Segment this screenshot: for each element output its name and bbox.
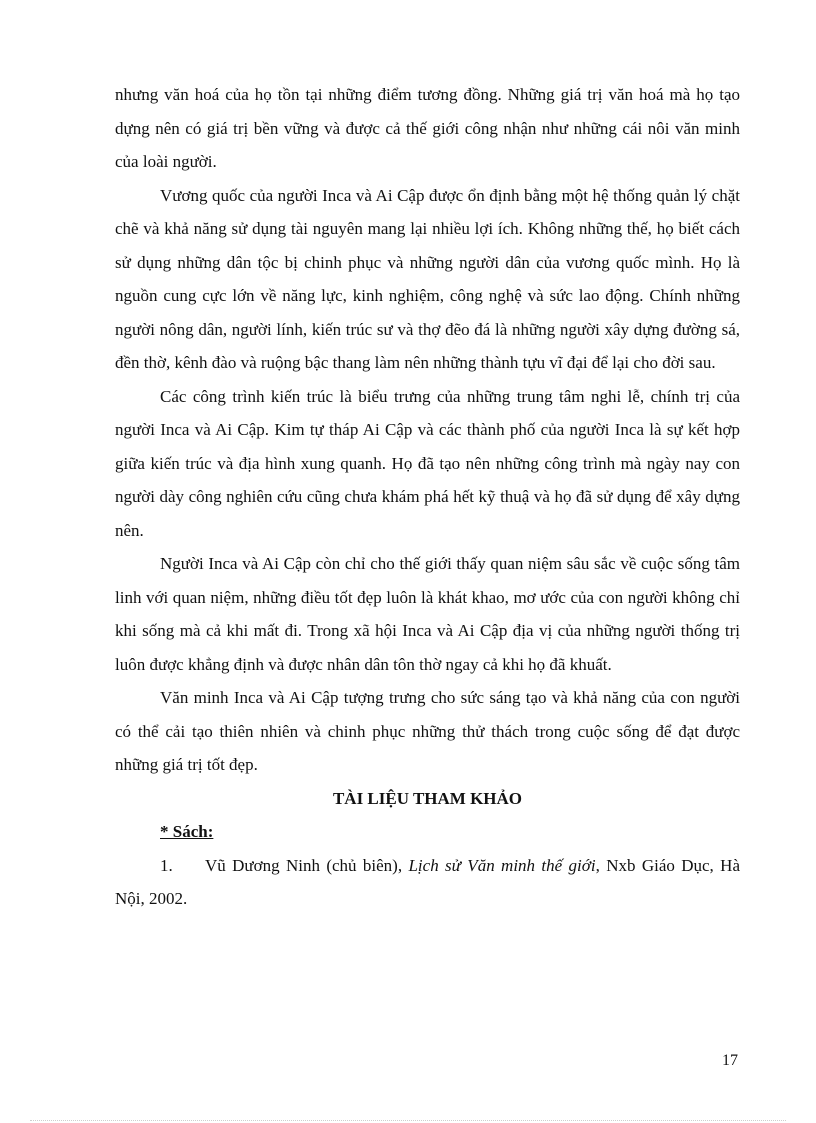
paragraph-continuation: nhưng văn hoá của họ tồn tại những điểm tương đồng. Những giá trị văn hoá mà họ tạo dựng nên có giá trị bền vững và được cả thế giới công nhận như những cái nôi văn minh của loài người. — [115, 85, 740, 171]
paragraph-spiritual-life: Người Inca và Ai Cập còn chỉ cho thế giới thấy quan niệm sâu sắc về cuộc sống tâm linh với quan niệm, những điều tốt đẹp luôn là khát khao, mơ ước của con người không chỉ khi sống mà cả khi mất đi. Trong xã hội Inca và Ai Cập địa vị của những người thống trị luôn được khẳng định và được nhân dân tôn thờ ngay cả khi họ đã khuất. — [115, 554, 740, 674]
paragraph-management: Vương quốc của người Inca và Ai Cập được ổn định bằng một hệ thống quản lý chặt chẽ và khả năng sử dụng tài nguyên mang lại nhiều lợi ích. Không những thế, họ biết cách sử dụng những dân tộc bị chinh phục và những người dân của vương quốc mình. Họ là nguồn cung cực lớn về năng lực, kinh nghiệm, công nghệ và sức lao động. Chính những người nông dân, người lính, kiến trúc sư và thợ đẽo đá là những người xây dựng đường sá, đền thờ, kênh đào và ruộng bậc thang làm nên những thành tựu vĩ đại để lại cho đời sau. — [115, 185, 740, 372]
references-heading: TÀI LIỆU THAM KHẢO — [332, 788, 523, 808]
reference-number: 1. — [160, 855, 173, 875]
reference-publication: , Nxb Giáo Dục, Hà Nội, 2002. — [115, 855, 740, 908]
reference-title: Lịch sử Văn minh thế giới — [408, 855, 596, 875]
reference-author: Vũ Dương Ninh (chủ biên), — [205, 855, 409, 875]
references-subheading-row — [115, 815, 740, 849]
footer-divider — [30, 1120, 786, 1121]
page-number: 17 — [722, 1052, 738, 1069]
references-subheading: * Sách: — [160, 822, 214, 841]
paragraph-architecture: Các công trình kiến trúc là biểu trưng của những trung tâm nghi lễ, chính trị của người Inca và Ai Cập. Kim tự tháp Ai Cập và các thành phố của người Inca là sự kết hợp giữa kiến trúc và địa hình xung quanh. Họ đã tạo nên những công trình mà ngày nay con người dày công nghiên cứu cũng chưa khám phá hết kỹ thuậ và họ đã sử dụng để xây dựng nên. — [115, 386, 740, 540]
paragraph-conclusion: Văn minh Inca và Ai Cập tượng trưng cho sức sáng tạo và khả năng của con người có thể cải tạo thiên nhiên và chinh phục những thử thách trong cuộc sống để đạt được những giá trị tốt đẹp. — [115, 688, 740, 774]
page-body — [115, 78, 740, 916]
reference-item — [115, 849, 740, 916]
